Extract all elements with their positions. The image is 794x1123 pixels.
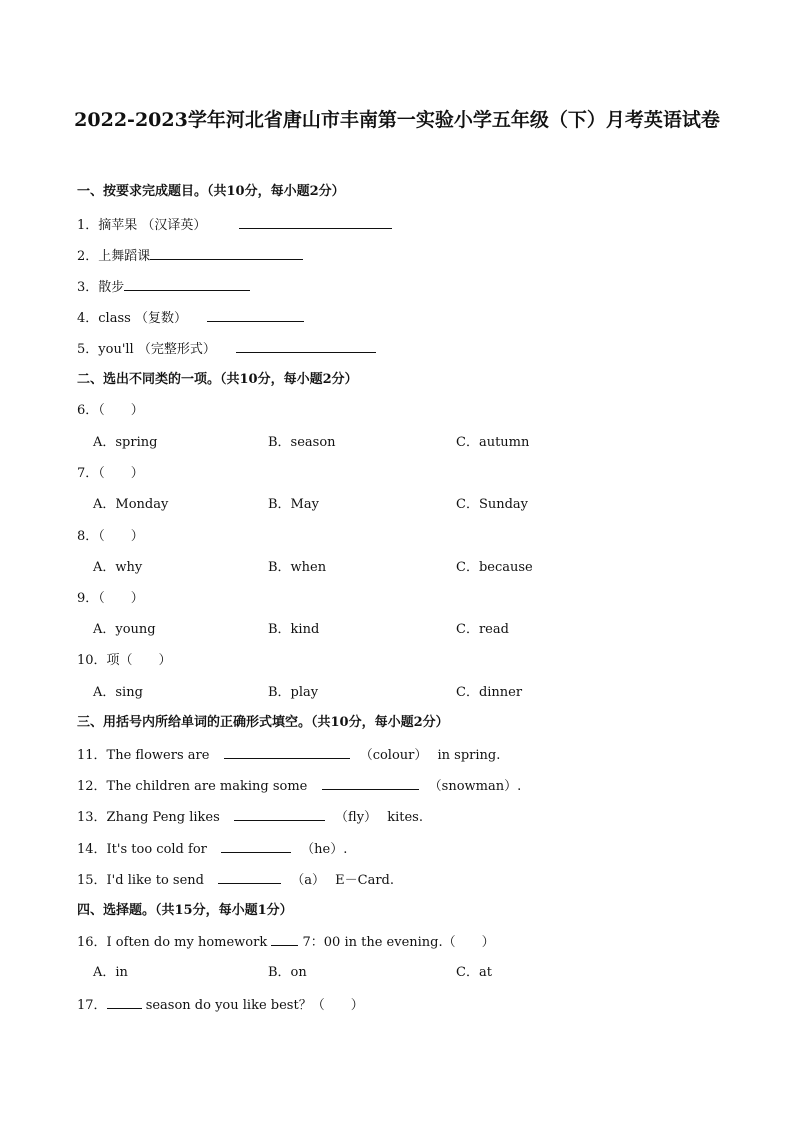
question-number: 5． xyxy=(77,342,99,357)
question-number: 1． xyxy=(77,218,99,233)
answer-blank[interactable] xyxy=(221,839,291,853)
answer-blank[interactable] xyxy=(150,246,303,260)
question-tail: in spring. xyxy=(437,748,501,763)
question-text: 14．It's too cold for xyxy=(77,842,207,857)
option-a[interactable]: A．sing xyxy=(93,685,143,700)
word-hint: （fly） xyxy=(335,810,378,825)
question-9: 9．（ ） xyxy=(77,591,144,606)
option-a[interactable]: A．Monday xyxy=(93,497,169,512)
question-tail: kites. xyxy=(387,810,423,825)
word-hint: （a） xyxy=(291,873,326,888)
section-heading-1: 一、按要求完成题目。（共10分，每小题2分） xyxy=(77,184,345,199)
option-a[interactable]: A．young xyxy=(93,622,156,637)
question-12 xyxy=(77,776,521,796)
option-c[interactable]: C．read xyxy=(456,622,509,637)
option-b[interactable]: B．kind xyxy=(268,622,320,637)
answer-blank[interactable] xyxy=(236,339,376,353)
option-a[interactable]: A．in xyxy=(93,965,128,980)
question-text: 13．Zhang Peng likes xyxy=(77,810,220,825)
question-text: 11．The flowers are xyxy=(77,748,210,763)
question-number: 2． xyxy=(77,249,99,264)
question-1 xyxy=(77,215,392,235)
question-2 xyxy=(77,246,303,266)
question-tail: E－Card. xyxy=(335,873,395,888)
question-tail: 7：00 in the evening.（ ） xyxy=(302,935,495,950)
question-15 xyxy=(77,870,394,890)
question-13 xyxy=(77,807,423,827)
option-c[interactable]: C．autumn xyxy=(456,435,530,450)
option-b[interactable]: B．play xyxy=(268,685,319,700)
question-7: 7．（ ） xyxy=(77,466,144,481)
answer-blank[interactable] xyxy=(322,776,419,790)
question-text: 摘苹果 （汉译英） xyxy=(98,218,207,233)
question-text: you'll （完整形式） xyxy=(98,342,216,357)
question-tail: season do you like best？（ ） xyxy=(145,998,364,1013)
question-17 xyxy=(77,995,364,1015)
section-heading-3: 三、用括号内所给单词的正确形式填空。（共10分，每小题2分） xyxy=(77,715,449,730)
option-c[interactable]: C．at xyxy=(456,965,492,980)
question-text: 散步 xyxy=(98,280,125,295)
option-c[interactable]: C．because xyxy=(456,560,533,575)
option-c[interactable]: C．Sunday xyxy=(456,497,529,512)
question-6: 6．（ ） xyxy=(77,403,144,418)
question-4 xyxy=(77,308,304,328)
word-hint: （snowman）. xyxy=(428,779,522,794)
question-8: 8．（ ） xyxy=(77,529,144,544)
option-b[interactable]: B．season xyxy=(268,435,336,450)
question-5 xyxy=(77,339,376,359)
question-number: 17． xyxy=(77,998,107,1013)
question-14 xyxy=(77,839,347,859)
question-number: 4． xyxy=(77,311,99,326)
answer-blank[interactable] xyxy=(218,870,281,884)
question-16 xyxy=(77,932,495,952)
option-a[interactable]: A．spring xyxy=(93,435,158,450)
answer-blank[interactable] xyxy=(124,277,250,291)
option-b[interactable]: B．when xyxy=(268,560,327,575)
answer-blank[interactable] xyxy=(271,932,298,946)
answer-blank[interactable] xyxy=(224,745,350,759)
question-text: 16．I often do my homework xyxy=(77,935,268,950)
answer-blank[interactable] xyxy=(239,215,392,229)
answer-blank[interactable] xyxy=(234,807,325,821)
question-number: 3． xyxy=(77,280,99,295)
section-heading-4: 四、选择题。（共15分，每小题1分） xyxy=(77,903,293,918)
option-a[interactable]: A．why xyxy=(93,560,143,575)
word-hint: （colour） xyxy=(359,748,428,763)
option-b[interactable]: B．May xyxy=(268,497,319,512)
section-heading-2: 二、选出不同类的一项。（共10分，每小题2分） xyxy=(77,372,358,387)
question-3 xyxy=(77,277,250,297)
answer-blank[interactable] xyxy=(207,308,304,322)
question-text: class （复数） xyxy=(98,311,187,326)
page-title: 2022-2023学年河北省唐山市丰南第一实验小学五年级（下）月考英语试卷 xyxy=(74,109,720,131)
question-text: 12．The children are making some xyxy=(77,779,308,794)
option-c[interactable]: C．dinner xyxy=(456,685,523,700)
question-text: 上舞蹈课 xyxy=(98,249,151,264)
question-10: 10．项（ ） xyxy=(77,653,172,668)
answer-blank[interactable] xyxy=(107,995,142,1009)
option-b[interactable]: B．on xyxy=(268,965,307,980)
question-11 xyxy=(77,745,500,765)
word-hint: （he）. xyxy=(301,842,348,857)
question-text: 15．I'd like to send xyxy=(77,873,204,888)
